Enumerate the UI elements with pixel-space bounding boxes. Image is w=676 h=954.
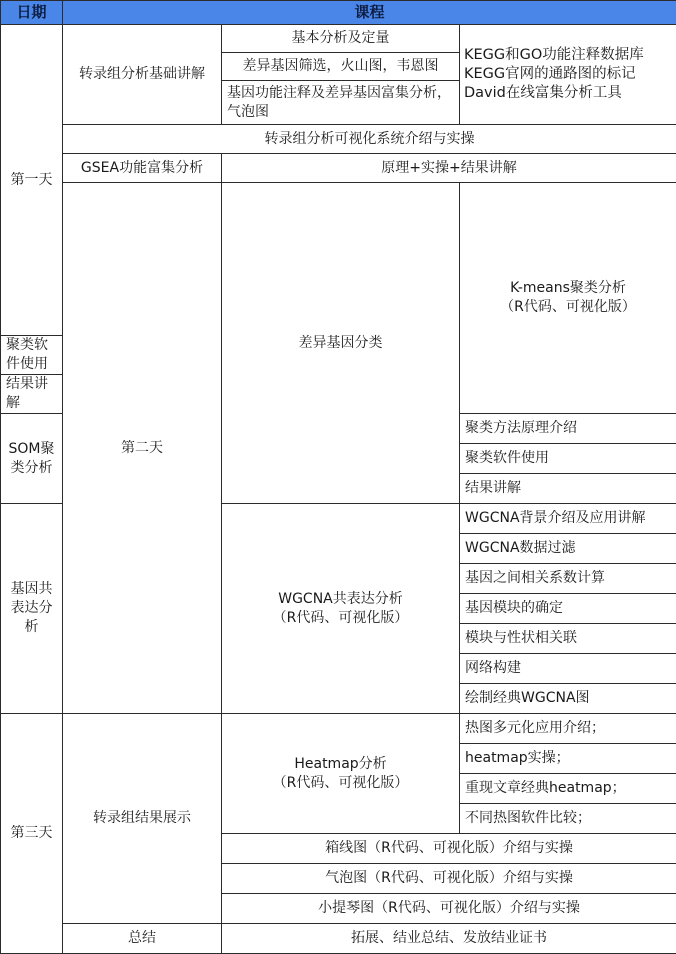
table-row: [1, 924, 676, 954]
header-row: [1, 1, 676, 25]
som-item: 聚类软件使用: [460, 444, 676, 474]
david-tool: David在线富集分析工具: [464, 84, 672, 103]
day3-display: 转录组结果展示: [63, 714, 222, 924]
kegg-pathway-marking: KEGG官网的通路图的标记: [464, 65, 672, 84]
day3-boxplot: 箱线图（R代码、可视化版）介绍与实操: [222, 834, 676, 864]
day2-som: SOM聚类分析: [1, 414, 63, 504]
kmeans-title: K-means聚类分析: [464, 279, 672, 298]
day3-heatmap: [222, 714, 460, 834]
wgcna-subtitle: （R代码、可视化版）: [226, 609, 455, 628]
table-row: [1, 125, 676, 154]
wgcna-item: WGCNA背景介绍及应用讲解: [460, 504, 676, 534]
heatmap-item: 不同热图软件比较；: [460, 804, 676, 834]
day1-item-enrich: 基因功能注释及差异基因富集分析，气泡图: [222, 81, 460, 125]
day3-bubble: 气泡图（R代码、可视化版）介绍与实操: [222, 864, 676, 894]
day3-summary-desc: 拓展、结业总结、发放结业证书: [222, 924, 676, 954]
heatmap-subtitle: （R代码、可视化版）: [226, 774, 455, 793]
heatmap-title: Heatmap分析: [226, 755, 455, 774]
kmeans-item: 结果讲解: [1, 375, 63, 414]
day2-coexp: 基因共表达分析: [1, 504, 63, 714]
day1-item-diff: 差异基因筛选，火山图，韦恩图: [222, 53, 460, 81]
heatmap-item: heatmap实操；: [460, 744, 676, 774]
kmeans-subtitle: （R代码、可视化版）: [464, 298, 672, 317]
wgcna-item: 基因模块的确定: [460, 594, 676, 624]
day1-gsea: GSEA功能富集分析: [63, 154, 222, 183]
day3-label: 第三天: [1, 714, 63, 954]
som-item: 结果讲解: [460, 474, 676, 504]
wgcna-title: WGCNA共表达分析: [226, 590, 455, 609]
day2-kmeans: [460, 183, 676, 414]
wgcna-item: 绘制经典WGCNA图: [460, 684, 676, 714]
table-row: [1, 154, 676, 183]
wgcna-item: WGCNA数据过滤: [460, 534, 676, 564]
day1-gsea-desc: 原理+实操+结果讲解: [222, 154, 676, 183]
day2-label: 第二天: [63, 183, 222, 714]
day2-diff-gene: 差异基因分类: [222, 183, 460, 504]
table-row: [1, 714, 676, 744]
table-row: [1, 183, 676, 336]
day3-violin: 小提琴图（R代码、可视化版）介绍与实操: [222, 894, 676, 924]
table-row: [1, 25, 676, 53]
day1-label: 第一天: [1, 25, 63, 336]
som-item: 聚类方法原理介绍: [460, 414, 676, 444]
day1-kegg-cell: [460, 25, 676, 125]
wgcna-item: 模块与性状相关联: [460, 624, 676, 654]
kegg-go-db: KEGG和GO功能注释数据库: [464, 46, 672, 65]
header-course: 课程: [63, 1, 676, 25]
kmeans-item: 聚类软件使用: [1, 336, 63, 375]
header-date: 日期: [1, 1, 63, 25]
heatmap-item: 热图多元化应用介绍；: [460, 714, 676, 744]
wgcna-item: 网络构建: [460, 654, 676, 684]
day2-wgcna: [222, 504, 460, 714]
day1-visual-system: 转录组分析可视化系统介绍与实操: [63, 125, 676, 154]
wgcna-item: 基因之间相关系数计算: [460, 564, 676, 594]
heatmap-item: 重现文章经典heatmap；: [460, 774, 676, 804]
day1-topic: 转录组分析基础讲解: [63, 25, 222, 125]
day1-item-quant: 基本分析及定量: [222, 25, 460, 53]
day3-summary: 总结: [63, 924, 222, 954]
